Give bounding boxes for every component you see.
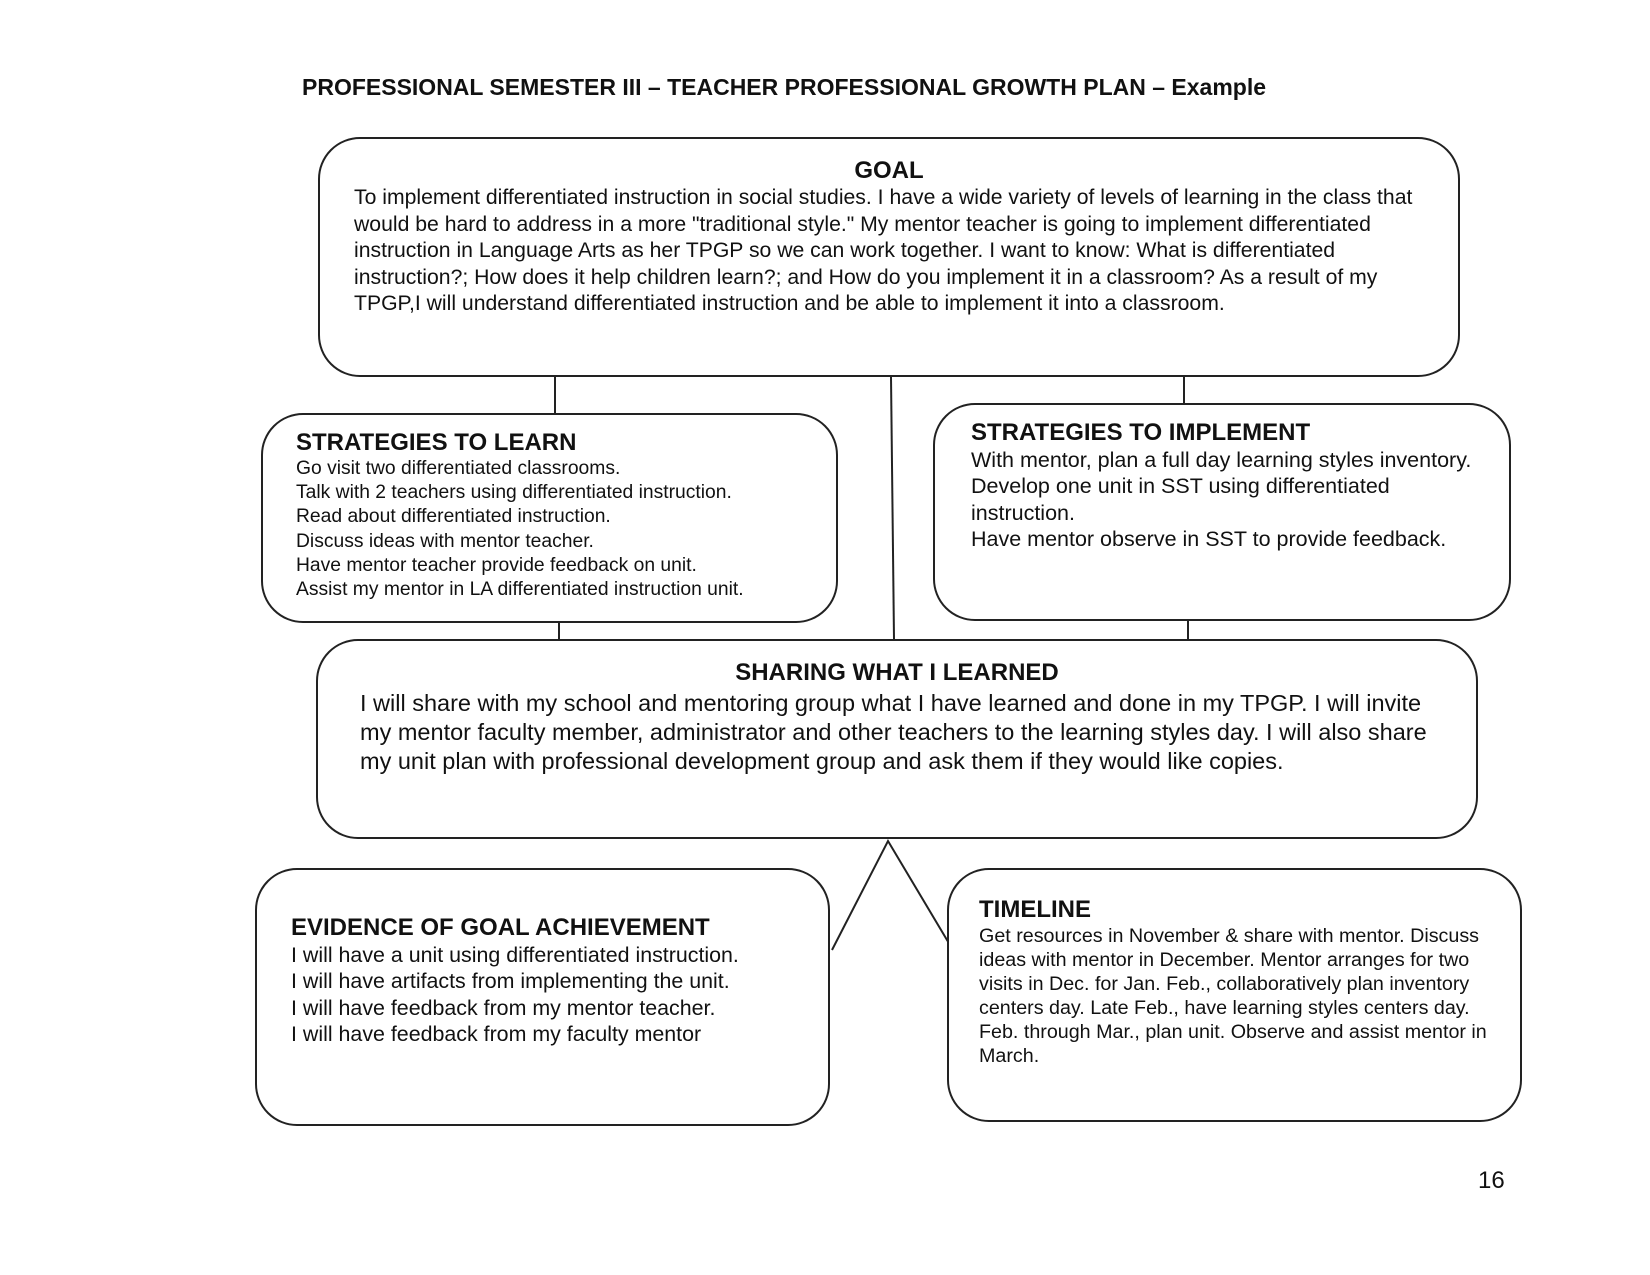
list-item: Talk with 2 teachers using differentiated instruction. [296, 482, 732, 504]
list-item: Assist my mentor in LA differentiated instruction unit. [296, 579, 744, 601]
evidence-heading: EVIDENCE OF GOAL ACHIEVEMENT [291, 914, 710, 941]
list-item: I will have feedback from my faculty mentor [291, 1021, 702, 1046]
strategies-to-implement-list [971, 447, 1473, 552]
strategies-to-learn-list [296, 457, 803, 602]
evidence-list [291, 942, 794, 1047]
goal-text: To implement differentiated instruction in social studies. I have a wide variety of levels of learning in the class that would be hard to address in a more "traditional style." My mentor teacher is going to implement differentiated instruction in Language Arts as her TPGP so we can work together. I want to know: What is differentiated instruction?; How does it help children learn?; and How do you implement it in a classroom? As a result of my TPGP,I will understand differentiated instruction and be able to implement it into a classroom. [354, 186, 1413, 315]
list-item: Discuss ideas with mentor teacher. [296, 530, 594, 552]
connector-sharing-to-evidence-timeline [832, 841, 950, 950]
list-item: With mentor, plan a full day learning styles inventory. [971, 448, 1472, 472]
strategies-to-implement-heading: STRATEGIES TO IMPLEMENT [971, 419, 1311, 446]
timeline-heading: TIMELINE [979, 896, 1091, 923]
list-item: I will have feedback from my mentor teacher. [291, 995, 716, 1020]
strategies-to-learn-heading: STRATEGIES TO LEARN [296, 429, 577, 456]
page-title: PROFESSIONAL SEMESTER III – TEACHER PROFESSIONAL GROWTH PLAN – Example [302, 74, 1267, 100]
sharing-text: I will share with my school and mentoring group what I have learned and done in my TPGP. I will invite my mentor faculty member, administrator and other teachers to the learning styles day. I will also share my unit plan with professional development group and ask them if they would like copies. [360, 690, 1427, 774]
strategies-to-learn-box [261, 413, 838, 623]
sharing-heading: SHARING WHAT I LEARNED [735, 659, 1059, 686]
goal-heading: GOAL [854, 157, 924, 184]
connector-goal-to-sharing [891, 377, 894, 639]
timeline-text: Get resources in November & share with mentor. Discuss ideas with mentor in December. Mentor arranges for two visits in Dec. for Jan. Feb., collaboratively plan inventory centers day. Late Feb., have learning styles centers day. Feb. through Mar., plan unit. Observe and assist mentor in March. [979, 925, 1487, 1067]
list-item: Develop one unit in SST using differentiated instruction. [971, 474, 1390, 525]
page-number: 16 [1478, 1167, 1505, 1194]
evidence-box [255, 868, 830, 1126]
list-item: I will have artifacts from implementing the unit. [291, 969, 730, 994]
list-item: Have mentor teacher provide feedback on unit. [296, 554, 697, 576]
list-item: Read about differentiated instruction. [296, 506, 611, 528]
timeline-box [947, 868, 1522, 1122]
strategies-to-implement-box [933, 403, 1511, 621]
list-item: Go visit two differentiated classrooms. [296, 458, 621, 479]
list-item: Have mentor observe in SST to provide feedback. [971, 526, 1447, 551]
goal-box [318, 137, 1460, 377]
list-item: I will have a unit using differentiated instruction. [291, 943, 739, 967]
sharing-box [316, 639, 1478, 839]
